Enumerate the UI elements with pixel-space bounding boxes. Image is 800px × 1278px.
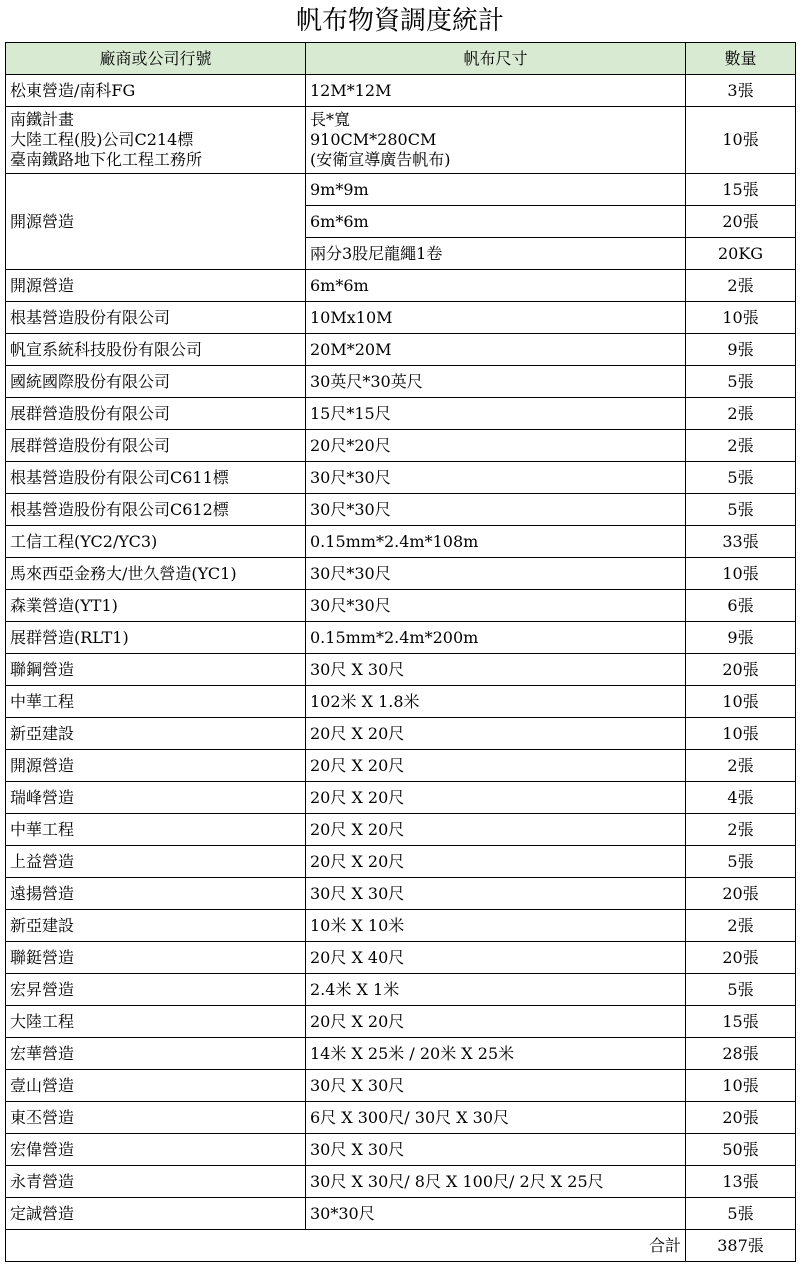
size-cell: 20尺 X 20尺 [306,846,686,878]
vendor-cell: 松東營造/南科FG [6,75,306,107]
qty-cell: 13張 [686,1166,796,1198]
qty-cell: 2張 [686,750,796,782]
vendor-cell: 展群營造股份有限公司 [6,430,306,462]
header-qty: 數量 [686,43,796,75]
vendor-cell: 中華工程 [6,686,306,718]
qty-cell: 50張 [686,1134,796,1166]
qty-cell: 2張 [686,430,796,462]
vendor-cell: 帆宣系統科技股份有限公司 [6,334,306,366]
qty-cell: 5張 [686,974,796,1006]
qty-cell: 20張 [686,654,796,686]
table-row [6,750,796,782]
size-cell: 20尺 X 40尺 [306,942,686,974]
vendor-cell: 大陸工程 [6,1006,306,1038]
table-row [6,494,796,526]
vendor-cell: 根基營造股份有限公司 [6,302,306,334]
vendor-cell: 宏昇營造 [6,974,306,1006]
qty-cell: 15張 [686,174,796,206]
table-row [6,846,796,878]
table-row [6,814,796,846]
table-row [6,174,796,206]
qty-cell: 5張 [686,846,796,878]
table-row [6,1102,796,1134]
total-row [6,1230,796,1262]
table-row [6,1134,796,1166]
size-cell: 20尺*20尺 [306,430,686,462]
size-cell: 0.15mm*2.4m*108m [306,526,686,558]
table-row [6,718,796,750]
table-row [6,1198,796,1230]
size-cell: 30尺 X 30尺/ 8尺 X 100尺/ 2尺 X 25尺 [306,1166,686,1198]
vendor-cell: 宏偉營造 [6,1134,306,1166]
vendor-cell: 壹山營造 [6,1070,306,1102]
qty-cell: 10張 [686,686,796,718]
qty-cell: 5張 [686,1198,796,1230]
qty-cell: 10張 [686,558,796,590]
table-row [6,910,796,942]
vendor-cell: 開源營造 [6,174,306,270]
table-row [6,107,796,174]
size-cell: 30尺 X 30尺 [306,654,686,686]
size-cell: 6m*6m [306,270,686,302]
table-body [6,75,796,1230]
table-row [6,878,796,910]
vendor-cell [6,107,306,174]
vendor-cell: 聯鋼營造 [6,654,306,686]
table-row [6,398,796,430]
table-row [6,1038,796,1070]
table-row [6,366,796,398]
vendor-cell: 根基營造股份有限公司C612標 [6,494,306,526]
table-row [6,622,796,654]
qty-cell: 2張 [686,814,796,846]
qty-cell: 2張 [686,910,796,942]
vendor-cell: 新亞建設 [6,910,306,942]
size-cell: 30尺 X 30尺 [306,1134,686,1166]
qty-cell: 3張 [686,75,796,107]
vendor-cell: 展群營造股份有限公司 [6,398,306,430]
qty-cell: 20張 [686,878,796,910]
size-cell: 30尺*30尺 [306,558,686,590]
table-row [6,782,796,814]
vendor-cell: 馬來西亞金務大/世久營造(YC1) [6,558,306,590]
size-cell [306,107,686,174]
qty-cell: 15張 [686,1006,796,1038]
vendor-cell: 上益營造 [6,846,306,878]
qty-cell: 33張 [686,526,796,558]
vendor-cell: 瑞峰營造 [6,782,306,814]
table-row [6,1006,796,1038]
size-line: 長*寬 [310,110,351,129]
size-cell: 20M*20M [306,334,686,366]
size-cell: 0.15mm*2.4m*200m [306,622,686,654]
vendor-cell: 開源營造 [6,270,306,302]
vendor-cell: 宏華營造 [6,1038,306,1070]
size-cell: 6m*6m [306,206,686,238]
size-cell: 30英尺*30英尺 [306,366,686,398]
size-cell: 15尺*15尺 [306,398,686,430]
table-row [6,942,796,974]
stats-table [5,42,796,1262]
qty-cell: 5張 [686,494,796,526]
size-cell: 30尺*30尺 [306,590,686,622]
vendor-cell: 新亞建設 [6,718,306,750]
table-row [6,974,796,1006]
qty-cell: 10張 [686,302,796,334]
vendor-cell: 工信工程(YC2/YC3) [6,526,306,558]
table-row [6,526,796,558]
size-cell: 12M*12M [306,75,686,107]
table-row [6,1070,796,1102]
size-cell: 兩分3股尼龍繩1卷 [306,238,686,270]
table-row [6,75,796,107]
vendor-line: 南鐵計畫 [10,110,75,129]
table-row [6,334,796,366]
header-size: 帆布尺寸 [306,43,686,75]
table-row [6,1166,796,1198]
page-title: 帆布物資調度統計 [295,6,504,36]
size-cell: 30尺 X 30尺 [306,878,686,910]
vendor-cell: 展群營造(RLT1) [6,622,306,654]
qty-cell: 20張 [686,1102,796,1134]
qty-cell: 2張 [686,270,796,302]
size-cell: 30尺*30尺 [306,462,686,494]
header-vendor: 廠商或公司行號 [6,43,306,75]
qty-cell: 9張 [686,622,796,654]
qty-cell: 20KG [686,238,796,270]
table-row [6,270,796,302]
size-line: (安衛宣導廣告帆布) [310,150,451,169]
size-cell: 20尺 X 20尺 [306,718,686,750]
vendor-cell: 定誠營造 [6,1198,306,1230]
size-cell: 10米 X 10米 [306,910,686,942]
vendor-cell: 根基營造股份有限公司C611標 [6,462,306,494]
qty-cell: 2張 [686,398,796,430]
vendor-line: 臺南鐵路地下化工程工務所 [10,150,203,169]
qty-cell: 5張 [686,462,796,494]
size-cell: 102米 X 1.8米 [306,686,686,718]
qty-cell: 10張 [686,718,796,750]
qty-cell: 6張 [686,590,796,622]
size-cell: 20尺 X 20尺 [306,814,686,846]
qty-cell: 9張 [686,334,796,366]
vendor-cell: 中華工程 [6,814,306,846]
header-row [6,43,796,75]
table-row [6,654,796,686]
qty-cell: 5張 [686,366,796,398]
table-row [6,590,796,622]
size-line: 910CM*280CM [310,130,437,149]
size-cell: 10Mx10M [306,302,686,334]
size-cell: 9m*9m [306,174,686,206]
vendor-cell: 聯鋌營造 [6,942,306,974]
table-row [6,558,796,590]
vendor-cell: 東丕營造 [6,1102,306,1134]
total-label: 合計 [6,1230,686,1262]
vendor-cell: 開源營造 [6,750,306,782]
qty-cell: 20張 [686,206,796,238]
size-cell: 20尺 X 20尺 [306,782,686,814]
qty-cell: 28張 [686,1038,796,1070]
vendor-line: 大陸工程(股)公司C214標 [10,130,194,149]
size-cell: 20尺 X 20尺 [306,750,686,782]
vendor-cell: 遠揚營造 [6,878,306,910]
size-cell: 6尺 X 300尺/ 30尺 X 30尺 [306,1102,686,1134]
qty-cell: 4張 [686,782,796,814]
qty-cell: 20張 [686,942,796,974]
vendor-cell: 森業營造(YT1) [6,590,306,622]
size-cell: 2.4米 X 1米 [306,974,686,1006]
table-row [6,302,796,334]
table-row [6,430,796,462]
table-row [6,686,796,718]
qty-cell: 10張 [686,107,796,174]
size-cell: 20尺 X 20尺 [306,1006,686,1038]
vendor-cell: 永青營造 [6,1166,306,1198]
total-value: 387張 [686,1230,796,1262]
size-cell: 30尺 X 30尺 [306,1070,686,1102]
size-cell: 30尺*30尺 [306,494,686,526]
table-row [6,462,796,494]
vendor-cell: 國統國際股份有限公司 [6,366,306,398]
qty-cell: 10張 [686,1070,796,1102]
size-cell: 14米 X 25米 / 20米 X 25米 [306,1038,686,1070]
size-cell: 30*30尺 [306,1198,686,1230]
